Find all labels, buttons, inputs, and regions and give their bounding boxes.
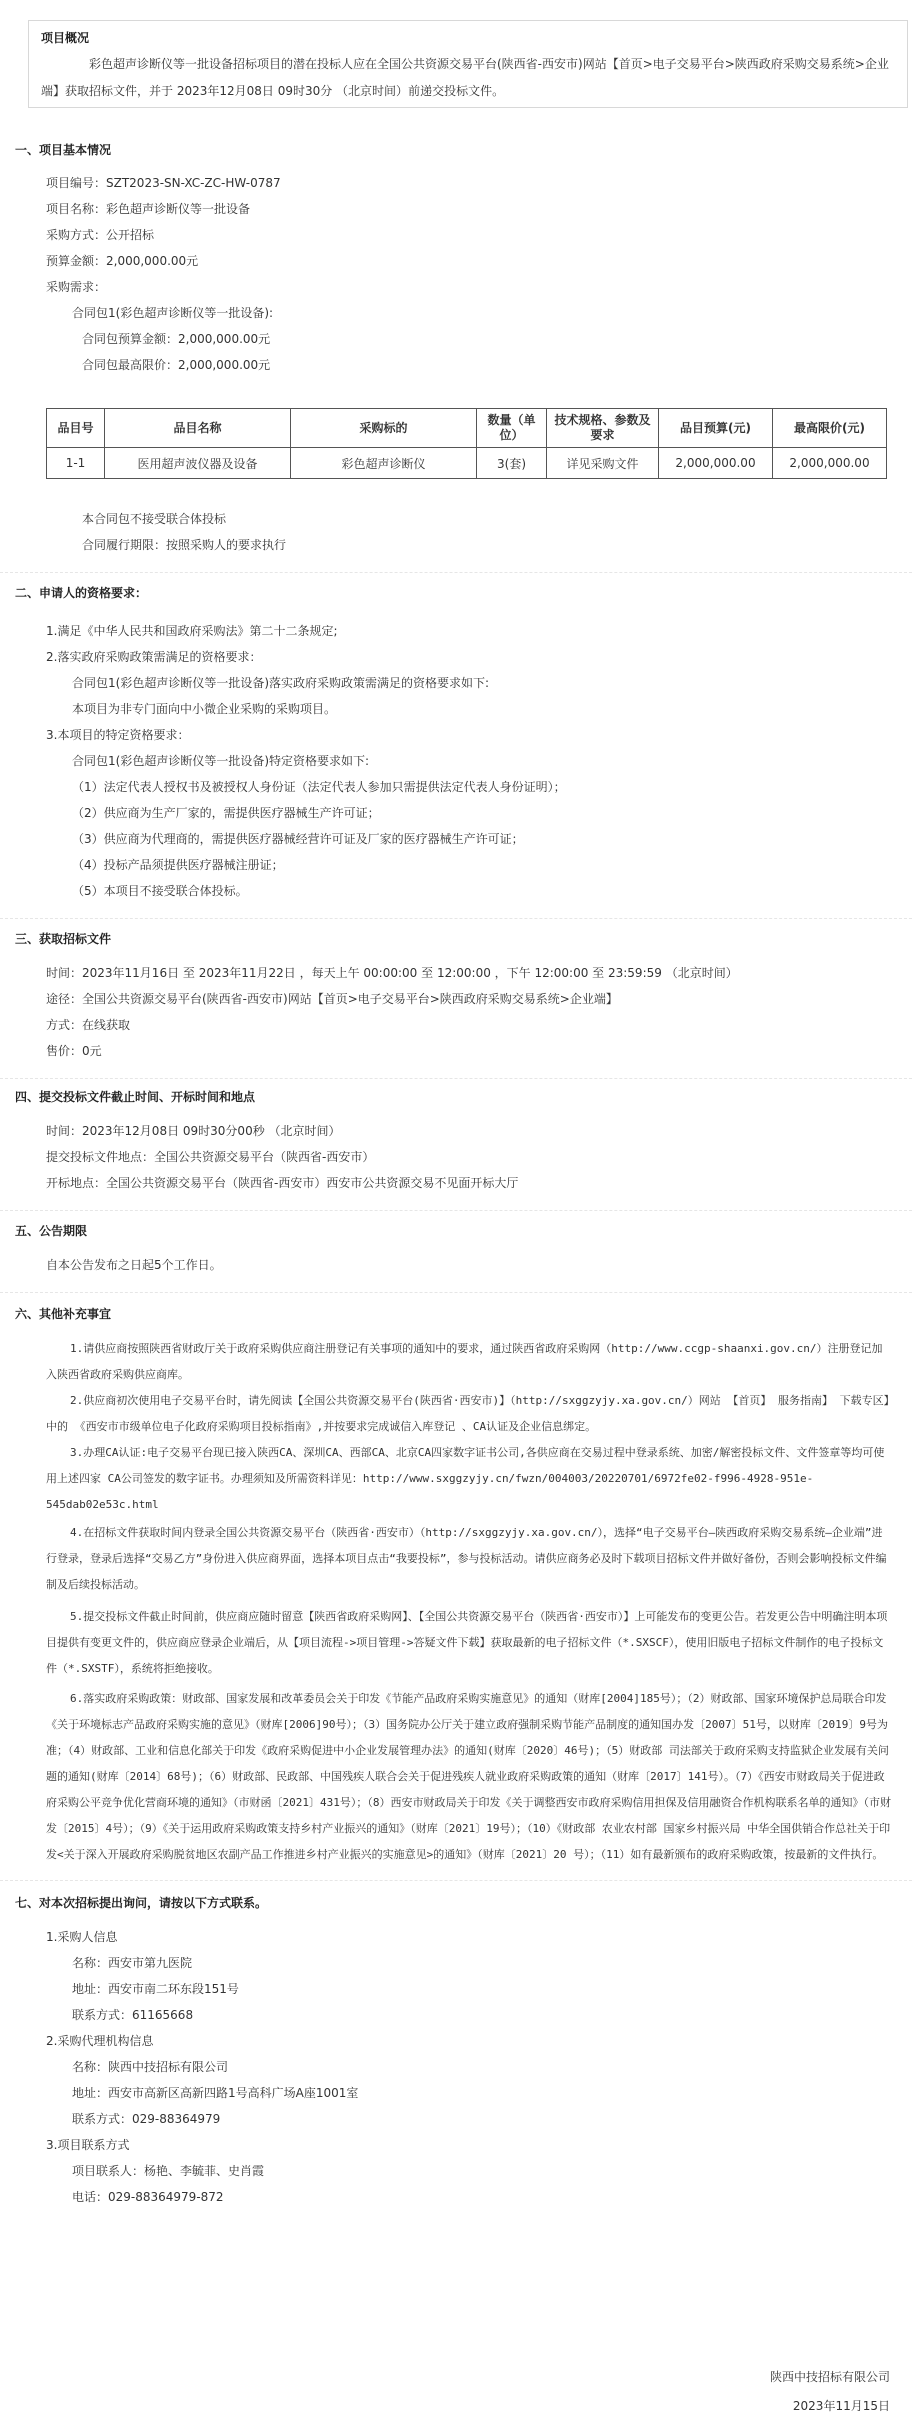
supplement-paragraph-1: 1.请供应商按照陕西省财政厅关于政府采购供应商注册登记有关事项的通知中的要求，通过陕西省政府采购网（http://www.ccgp-shaanxi.gov.cn/）注册登记加入陕西省政府采购供应商库。	[46, 1342, 883, 1381]
footer-organization: 陕西中技招标有限公司	[769, 2370, 890, 2384]
project-name: 项目名称：彩色超声诊断仪等一批设备	[46, 202, 251, 216]
agency-address: 地址：西安市高新区高新四路1号高科广场A座1001室	[72, 2086, 359, 2100]
notice-period: 自本公告发布之日起5个工作日。	[46, 1258, 222, 1272]
table-row	[47, 448, 887, 479]
section-divider	[0, 1210, 912, 1211]
deadline-time: 时间：2023年12月08日 09时30分00秒 （北京时间）	[46, 1124, 341, 1138]
qualification-item-1: 1.满足《中华人民共和国政府采购法》第二十二条规定;	[46, 624, 338, 638]
supplement-paragraph-3: 3.办理CA认证:电子交易平台现已接入陕西CA、深圳CA、西部CA、北京CA四家数字证书公司,各供应商在交易过程中登录系统、加密/解密投标文件、文件签章等均可使用上述四家 CA公司签发的数字证书。办理须知及所需资料详见：http://www.sxggzyjy.cn/fwzn/004003/20220701/6972fe02-f996-4928-951e-545dab02e53c.html	[46, 1446, 885, 1511]
items-table	[46, 408, 887, 479]
overview-title: 项目概况	[41, 31, 90, 45]
contract-period: 合同履行期限：按照采购人的要求执行	[82, 538, 287, 552]
table-cell: 3(套)	[477, 448, 547, 479]
section-divider	[0, 1880, 912, 1881]
supplement-paragraph-4: 4.在招标文件获取时间内登录全国公共资源交易平台（陕西省·西安市）（http://sxggzyjy.xa.gov.cn/），选择“电子交易平台—陕西政府采购交易系统—企业端”进行登录，登录后选择“交易乙方”身份进入供应商界面，选择本项目点击“我要投标”，参与投标活动。请供应商务必及时下载项目招标文件并做好备份，否则会影响投标文件编制及后续投标活动。	[46, 1526, 887, 1591]
budget-amount: 预算金额：2,000,000.00元	[46, 254, 199, 268]
project-number: 项目编号：SZT2023-SN-XC-ZC-HW-0787	[46, 176, 281, 190]
table-header-cell: 数量（单位）	[477, 409, 547, 448]
qualification-item-3: 3.本项目的特定资格要求：	[46, 728, 190, 742]
requirement-3: （3）供应商为代理商的，需提供医疗器械经营许可证及厂家的医疗器械生产许可证；	[72, 832, 524, 846]
acquire-time: 时间：2023年11月16日 至 2023年11月22日 ，每天上午 00:00:00 至 12:00:00 ，下午 12:00:00 至 23:59:59 （北京时间）	[46, 966, 738, 980]
footer-date: 2023年11月15日	[792, 2399, 890, 2413]
table-cell: 彩色超声诊断仪	[291, 448, 477, 479]
project-overview-box	[28, 20, 908, 108]
table-header-cell: 最高限价(元)	[773, 409, 887, 448]
open-place: 开标地点：全国公共资源交易平台（陕西省-西安市）西安市公共资源交易不见面开标大厅	[46, 1176, 519, 1190]
acquire-price: 售价：0元	[46, 1044, 102, 1058]
project-contact-phone: 电话：029-88364979-872	[72, 2190, 224, 2204]
lot-title: 合同包1(彩色超声诊断仪等一批设备):	[72, 306, 274, 320]
section-divider	[0, 1292, 912, 1293]
procurement-method: 采购方式：公开招标	[46, 228, 155, 242]
qualification-item-2a: 合同包1(彩色超声诊断仪等一批设备)落实政府采购政策需满足的资格要求如下:	[72, 676, 490, 690]
agency-info-title: 2.采购代理机构信息	[46, 2034, 154, 2048]
project-contact-title: 3.项目联系方式	[46, 2138, 130, 2152]
section-6-heading: 六、其他补充事宜	[15, 1307, 112, 1321]
table-header-cell: 品目名称	[105, 409, 291, 448]
purchaser-info-title: 1.采购人信息	[46, 1930, 118, 1944]
table-header-cell: 品目号	[47, 409, 105, 448]
lot-max-price: 合同包最高限价：2,000,000.00元	[82, 358, 271, 372]
supplement-paragraph-2: 2.供应商初次使用电子交易平台时，请先阅读【全国公共资源交易平台(陕西省·西安市)】（http://sxggzyjy.xa.gov.cn/）网站 【首页】 服务指南】 下载专区】中的 《西安市市级单位电子化政府采购项目投标指南》,并按要求完成诚信入库登记 、CA认证及企业信息绑定。	[46, 1394, 890, 1433]
table-cell: 2,000,000.00	[773, 448, 887, 479]
qualification-item-2: 2.落实政府采购政策需满足的资格要求：	[46, 650, 262, 664]
table-header-cell: 品目预算(元)	[659, 409, 773, 448]
purchaser-phone: 联系方式：61165668	[72, 2008, 194, 2022]
section-divider	[0, 918, 912, 919]
table-cell: 1-1	[47, 448, 105, 479]
agency-phone: 联系方式：029-88364979	[72, 2112, 221, 2126]
qualification-item-3a: 合同包1(彩色超声诊断仪等一批设备)特定资格要求如下:	[72, 754, 370, 768]
table-cell: 2,000,000.00	[659, 448, 773, 479]
requirement-1: （1）法定代表人授权书及被授权人身份证（法定代表人参加只需提供法定代表人身份证明）；	[72, 780, 566, 794]
section-2-heading: 二、申请人的资格要求：	[15, 586, 148, 600]
acquire-mode: 方式：在线获取	[46, 1018, 131, 1032]
supplement-paragraph-5: 5.提交投标文件截止时间前，供应商应随时留意【陕西省政府采购网】、【全国公共资源交易平台（陕西省·西安市）】上可能发布的变更公告。若发更公告中明确注明本项目提供有变更文件的，供应商应登录企业端后，从【项目流程->项目管理->答疑文件下载】获取最新的电子招标文件（*.SXSCF），使用旧版电子招标文件制作的电子投标文件（*.SXSTF），系统将拒绝接收。	[46, 1610, 888, 1675]
section-1-heading: 一、项目基本情况	[15, 143, 112, 157]
section-7-heading: 七、对本次招标提出询问，请按以下方式联系。	[15, 1896, 268, 1910]
submit-place: 提交投标文件地点：全国公共资源交易平台（陕西省-西安市）	[46, 1150, 375, 1164]
section-3-heading: 三、获取招标文件	[15, 932, 112, 946]
project-contact-person: 项目联系人：杨艳、李毓菲、史肖霞	[72, 2164, 265, 2178]
acquire-way: 途径：全国公共资源交易平台(陕西省-西安市)网站【首页>电子交易平台>陕西政府采购交易系统>企业端】	[46, 992, 618, 1006]
agency-name: 名称：陕西中技招标有限公司	[72, 2060, 229, 2074]
table-header-row	[47, 409, 887, 448]
purchaser-address: 地址：西安市南二环东段151号	[72, 1982, 239, 1996]
requirement-2: （2）供应商为生产厂家的，需提供医疗器械生产许可证；	[72, 806, 380, 820]
table-header-cell: 技术规格、参数及要求	[547, 409, 659, 448]
qualification-item-2b: 本项目为非专门面向中小微企业采购的采购项目。	[72, 702, 337, 716]
supplement-paragraph-6: 6.落实政府采购政策：财政部、国家发展和改革委员会关于印发《节能产品政府采购实施意见》的通知（财库[2004]185号）；（2）财政部、国家环境保护总局联合印发《关于环境标志产品政府采购实施的意见》（财库[2006]90号）；（3）国务院办公厅关于建立政府强制采购节能产品制度的通知国办发〔2007〕51号，以财库〔2019〕9号为准；（4）财政部、工业和信息化部关于印发《政府采购促进中小企业发展管理办法》的通知(财库〔2020〕46号)；（5）财政部 司法部关于政府采购支持监狱企业发展有关问题的通知(财库〔2014〕68号)；（6）财政部、民政部、中国残疾人联合会关于促进残疾人就业政府采购政策的通知（财库〔2017〕141号）。（7）《西安市财政局关于促进政府采购公平竞争优化营商环境的通知》（市财函〔2021〕431号）；（8）西安市财政局关于印发《关于调整西安市政府采购信用担保及信用融资合作机构联系名单的通知》（市财发〔2015〕4号）；（9）《关于运用政府采购政策支持乡村产业振兴的通知》（财库〔2021〕19号）；（10）《财政部 农业农村部 国家乡村振兴局 中华全国供销合作总社关于印发<关于深入开展政府采购脱贫地区农副产品工作推进乡村产业振兴的实施意见>的通知》（财库〔2021〕20 号）；（11）如有最新颁布的政府采购政策，按最新的文件执行。	[46, 1692, 891, 1861]
no-consortium-note: 本合同包不接受联合体投标	[82, 512, 227, 526]
purchaser-name: 名称：西安市第九医院	[72, 1956, 193, 1970]
table-cell: 医用超声波仪器及设备	[105, 448, 291, 479]
requirement-4: （4）投标产品须提供医疗器械注册证；	[72, 858, 284, 872]
overview-text: 彩色超声诊断仪等一批设备招标项目的潜在投标人应在全国公共资源交易平台(陕西省-西安市)网站【首页>电子交易平台>陕西政府采购交易系统>企业端】获取招标文件，并于 2023年12月08日 09时30分 （北京时间）前递交投标文件。	[41, 57, 889, 98]
procurement-needs: 采购需求：	[46, 280, 107, 294]
section-4-heading: 四、提交投标文件截止时间、开标时间和地点	[15, 1090, 256, 1104]
section-5-heading: 五、公告期限	[15, 1224, 88, 1238]
table-header-cell: 采购标的	[291, 409, 477, 448]
section-divider	[0, 1078, 912, 1079]
requirement-5: （5）本项目不接受联合体投标。	[72, 884, 248, 898]
section-divider	[0, 572, 912, 573]
table-cell: 详见采购文件	[547, 448, 659, 479]
lot-budget: 合同包预算金额：2,000,000.00元	[82, 332, 271, 346]
